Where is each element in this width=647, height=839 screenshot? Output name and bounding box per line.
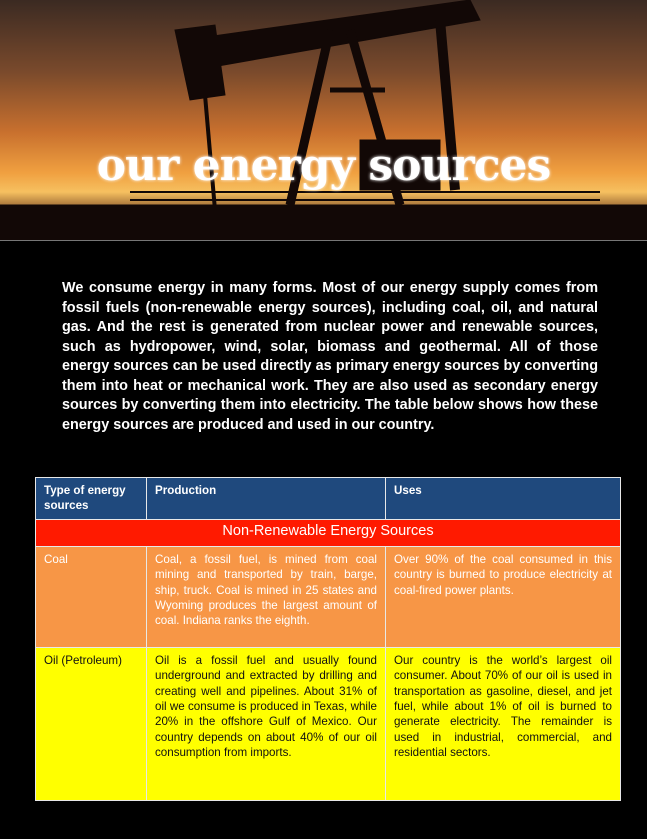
cell-uses: Our country is the world’s largest oil consumer. About 70% of our oil is used in transportation as gasoline, diesel, and jet fuel, while about 1% of oil is burned to generate electricity. The remainder is used in industrial, commercial, and residential sectors.	[386, 647, 621, 800]
cell-uses: Over 90% of the coal consumed in this country is burned to produce electricity at coal-fired power plants.	[386, 546, 621, 647]
divider	[0, 240, 647, 241]
table-row	[36, 546, 621, 647]
section-row	[36, 519, 621, 546]
header-production: Production	[147, 478, 386, 520]
header-type: Type of energy sources	[36, 478, 147, 520]
table-header-row	[36, 478, 621, 520]
section-title: Non-Renewable Energy Sources	[36, 519, 621, 546]
page-title: our energy sources	[96, 140, 551, 191]
cell-type: Coal	[36, 546, 147, 647]
table-row	[36, 647, 621, 800]
cell-production: Coal, a fossil fuel, is mined from coal mining and transported by train, barge, ship, truck. Coal is mined in 25 states and Wyoming produces the largest amount of coal. Indiana ranks the eighth.	[147, 546, 386, 647]
intro-paragraph: We consume energy in many forms. Most of our energy supply comes from fossil fuels (non-renewable energy sources), including coal, oil, and natural gas. And the rest is generated from nuclear power and renewable sources, such as hydropower, wind, solar, biomass and geothermal. All of those energy sources can be used directly as primary energy sources by converting them into heat or mechanical work. They are also used as secondary energy sources by converting them into electricity. The table below shows how these energy sources are produced and used in our country.	[62, 280, 598, 433]
energy-sources-table	[35, 477, 621, 801]
hero-image	[0, 0, 647, 240]
cell-production: Oil is a fossil fuel and usually found underground and extracted by drilling and creating well and pipelines. About 31% of oil we consume is produced in Texas, while 20% in the offshore Gulf of Mexico. Our country depends on about 40% of our oil consumption from imports.	[147, 647, 386, 800]
pumpjack-silhouette	[0, 0, 647, 240]
cell-type: Oil (Petroleum)	[36, 647, 147, 800]
header-uses: Uses	[386, 478, 621, 520]
